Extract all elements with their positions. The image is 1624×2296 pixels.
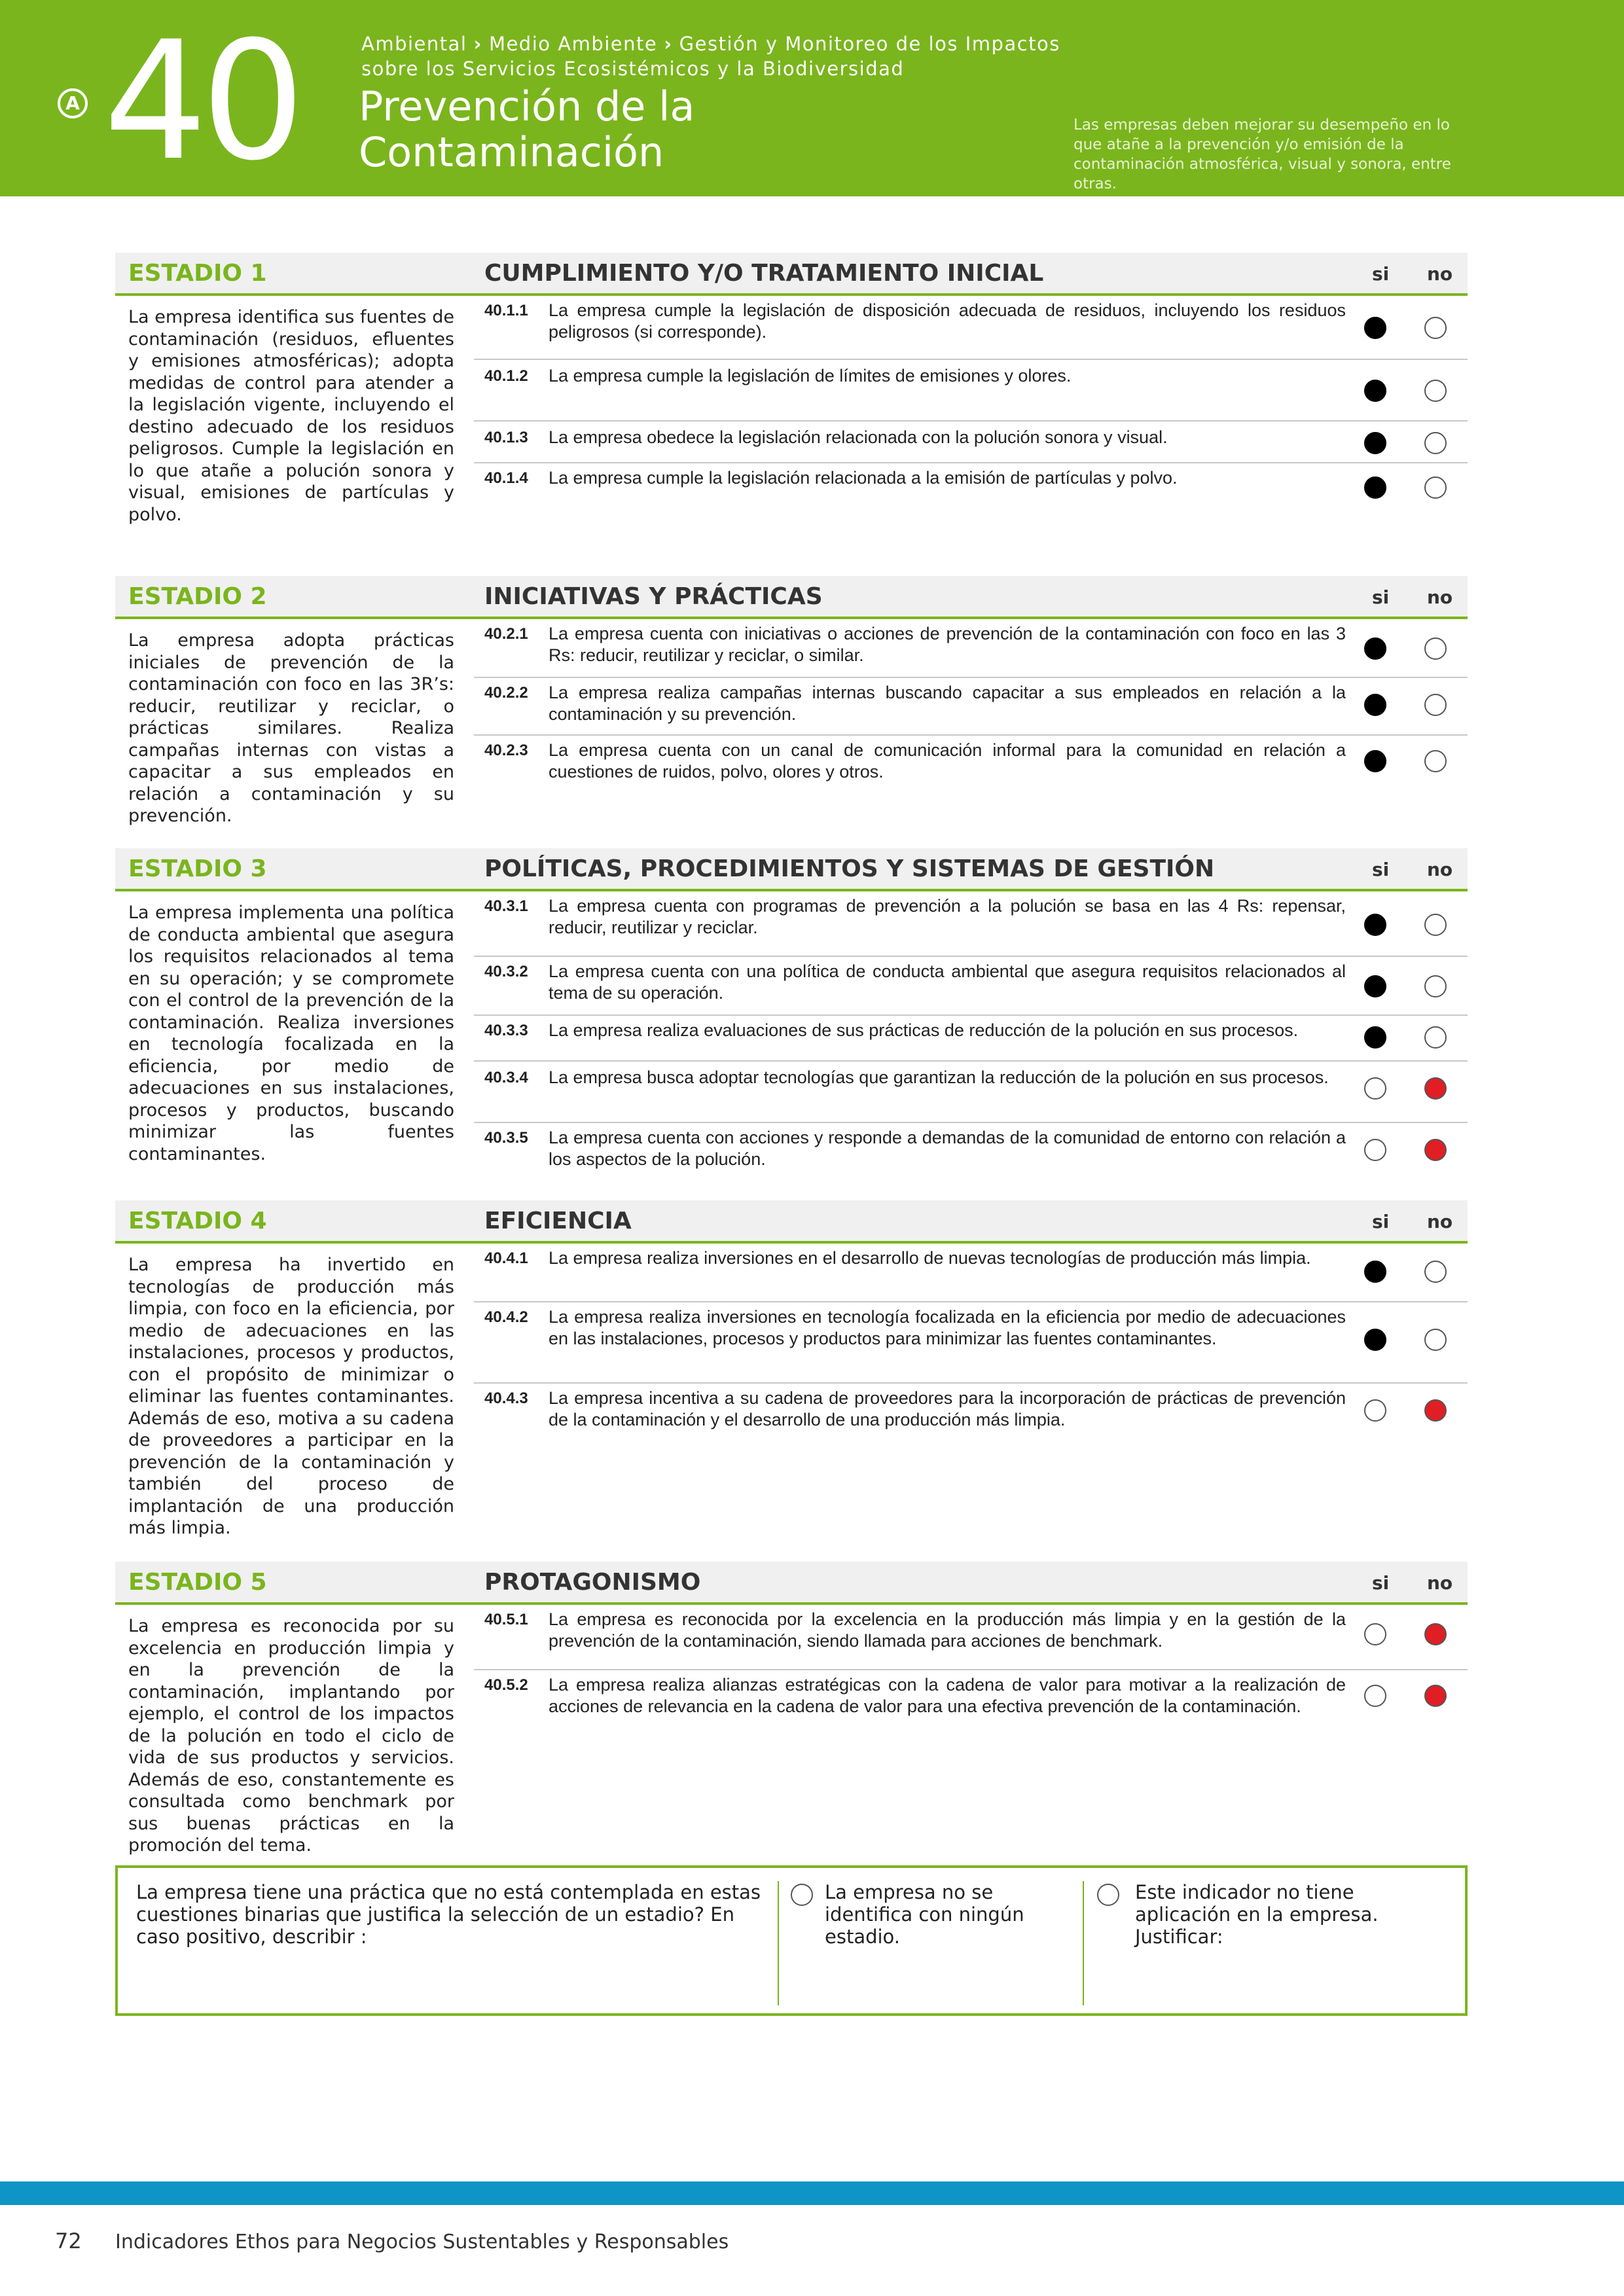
- page-title: [359, 84, 695, 175]
- answer-si-radio[interactable]: [1364, 694, 1386, 716]
- question-item: [474, 894, 1468, 956]
- stage-label: ESTADIO 5: [128, 1569, 267, 1596]
- question-code: 40.2.1: [484, 625, 528, 643]
- answer-no-radio[interactable]: [1424, 432, 1447, 454]
- divider: [1083, 1881, 1084, 2005]
- question-item: [474, 420, 1468, 463]
- question-code: 40.1.4: [484, 469, 528, 487]
- stage-label: ESTADIO 3: [128, 855, 267, 882]
- publication-title: Indicadores Ethos para Negocios Sustentables y Responsables: [115, 2231, 729, 2253]
- question-code: 40.1.2: [484, 367, 528, 385]
- page-title-line: Contaminación: [359, 128, 664, 176]
- answer-no-radio[interactable]: [1424, 1077, 1447, 1100]
- question-item: [474, 1060, 1468, 1123]
- question-code: 40.1.1: [484, 302, 528, 319]
- answer-si-radio[interactable]: [1364, 1399, 1386, 1422]
- question-code: 40.2.3: [484, 742, 528, 759]
- stage-title: PROTAGONISMO: [484, 1569, 701, 1596]
- answer-si-radio[interactable]: [1364, 914, 1386, 936]
- question-item: [474, 1669, 1468, 1732]
- chevron-right-icon: ›: [473, 33, 482, 55]
- answer-si-radio[interactable]: [1364, 1685, 1386, 1707]
- answer-si-radio[interactable]: [1364, 750, 1386, 772]
- question-code: 40.3.3: [484, 1022, 528, 1039]
- question-code: 40.4.1: [484, 1249, 528, 1267]
- page-title-line: Prevención de la: [359, 82, 695, 130]
- question-text: La empresa es reconocida por la excelencia en la producción más limpia y en la gestión de la prevención de la contaminación, siendo llamada para acciones de benchmark.: [549, 1609, 1346, 1651]
- not-applicable-label: Este indicador no tiene aplicación en la empresa. Justificar:: [1135, 1881, 1379, 1948]
- question-text: La empresa incentiva a su cadena de proveedores para la incorporación de prácticas de prevención de la contaminación y el desarrollo de una producción más limpia.: [549, 1388, 1346, 1429]
- answer-no-radio[interactable]: [1424, 1399, 1447, 1422]
- stage-4: [115, 1200, 1468, 1541]
- answer-no-radio[interactable]: [1424, 694, 1447, 716]
- not-applicable-radio[interactable]: [1097, 1884, 1119, 1906]
- stage-description: La empresa identifica sus fuentes de contaminación (residuos, efluentes y emisiones atmosféricas); adopta medidas de control para atender a la legislación vigente, incluyendo el destino adecuado de los residuos peligrosos. Cumple la legislación en lo que atañe a polución sonora y visual, emisiones de partículas y polvo.: [128, 307, 454, 525]
- question-code: 40.5.1: [484, 1611, 528, 1628]
- stage-description: La empresa implementa una política de conducta ambiental que asegura los requisitos relacionados al tema en su operación; y se compromete con el control de la prevención de la contaminación. Realiza inversiones en tecnología focalizada en la eficiencia, por medio de adecuaciones en sus instalaciones, procesos y productos, buscando minimizar las fuentes contaminantes.: [128, 903, 454, 1164]
- divider: [778, 1881, 779, 2005]
- question-code: 40.4.2: [484, 1308, 528, 1326]
- stage-title: POLÍTICAS, PROCEDIMIENTOS Y SISTEMAS DE GESTIÓN: [484, 855, 1215, 882]
- question-text: La empresa realiza campañas internas buscando capacitar a sus empleados en relación a la contaminación y su prevención.: [549, 683, 1346, 724]
- answer-no-radio[interactable]: [1424, 476, 1447, 499]
- answer-si-radio[interactable]: [1364, 1623, 1386, 1645]
- stage-header: [115, 848, 1468, 891]
- page-header: [0, 0, 1624, 196]
- question-item: [474, 462, 1468, 509]
- stage-label: ESTADIO 2: [128, 583, 267, 610]
- question-item: [474, 1246, 1468, 1301]
- question-text: La empresa cumple la legislación de disposición adecuada de residuos, incluyendo los residuos peligrosos (si corresponde).: [549, 300, 1346, 342]
- question-text: La empresa cuenta con iniciativas o acciones de prevención de la contaminación con foco en las 3 Rs: reducir, reutilizar y reciclar, o similar.: [549, 624, 1346, 665]
- question-code: 40.3.4: [484, 1069, 528, 1086]
- column-si-label: si: [1372, 586, 1390, 608]
- question-code: 40.3.2: [484, 963, 528, 980]
- question-item: [474, 1014, 1468, 1062]
- question-text: La empresa realiza alianzas estratégicas con la cadena de valor para motivar a la realización de acciones de relevancia en la cadena de valor para una efectiva prevención de la contaminación.: [549, 1675, 1346, 1716]
- answer-no-radio[interactable]: [1424, 1329, 1447, 1351]
- question-item: [474, 677, 1468, 736]
- no-stage-label: La empresa no se identifica con ningún estadio.: [825, 1881, 1024, 1948]
- column-no-label: no: [1427, 586, 1453, 608]
- column-si-label: si: [1372, 263, 1390, 285]
- question-item: [474, 956, 1468, 1016]
- answer-no-radio[interactable]: [1424, 750, 1447, 772]
- answer-si-radio[interactable]: [1364, 1139, 1386, 1161]
- question-text: La empresa cuenta con un canal de comunicación informal para la comunidad en relación a cuestiones de ruidos, polvo, olores y otros.: [549, 740, 1346, 781]
- column-no-label: no: [1427, 1211, 1453, 1232]
- question-item: [474, 1301, 1468, 1384]
- answer-si-radio[interactable]: [1364, 1077, 1386, 1100]
- stage-description: La empresa ha invertido en tecnologías de producción más limpia, con foco en la eficiencia, por medio de adecuaciones en las instalaciones, procesos y productos, con el propósito de minimizar o eliminar las fuentes contaminantes. Además de eso, motiva a su cadena de proveedores a participar en la prevención de la contaminación y también del proceso de implantación de una producción más limpia.: [128, 1255, 454, 1538]
- question-code: 40.5.2: [484, 1676, 528, 1694]
- answer-no-radio[interactable]: [1424, 1685, 1447, 1707]
- environmental-category-badge: A: [58, 88, 88, 118]
- answer-no-radio[interactable]: [1424, 1623, 1447, 1645]
- question-text: La empresa cuenta con una política de conducta ambiental que asegura requisitos relacionados al tema de su operación.: [549, 961, 1346, 1003]
- breadcrumb-item: sobre los Servicios Ecosistémicos y la Biodiversidad: [361, 58, 905, 80]
- question-item: [474, 1122, 1468, 1185]
- question-text: La empresa realiza inversiones en el desarrollo de nuevas tecnologías de producción más limpia.: [549, 1248, 1311, 1268]
- stage-3: [115, 848, 1468, 1189]
- stage-title: INICIATIVAS Y PRÁCTICAS: [484, 583, 823, 610]
- question-text: La empresa busca adoptar tecnologías que garantizan la reducción de la polución en sus procesos.: [549, 1067, 1329, 1087]
- chevron-right-icon: ›: [664, 33, 673, 55]
- answer-no-radio[interactable]: [1424, 1261, 1447, 1283]
- column-no-label: no: [1427, 859, 1453, 880]
- answer-si-radio[interactable]: [1364, 1261, 1386, 1283]
- answer-no-radio[interactable]: [1424, 1139, 1447, 1161]
- stage-title: CUMPLIMIENTO Y/O TRATAMIENTO INICIAL: [484, 260, 1044, 287]
- column-no-label: no: [1427, 1572, 1453, 1594]
- breadcrumb: [361, 31, 1060, 81]
- question-text: La empresa cuenta con acciones y responde a demandas de la comunidad de entorno con relación a los aspectos de la polución.: [549, 1128, 1346, 1169]
- question-code: 40.2.2: [484, 684, 528, 702]
- question-text: La empresa cumple la legislación de límites de emisiones y olores.: [549, 366, 1072, 386]
- answer-si-radio[interactable]: [1364, 975, 1386, 997]
- question-text: La empresa realiza inversiones en tecnología focalizada en la eficiencia por medio de adecuaciones en las instalaciones, procesos y productos para minimizar las fuentes contaminantes.: [549, 1307, 1346, 1348]
- answer-si-radio[interactable]: [1364, 476, 1386, 499]
- column-si-label: si: [1372, 859, 1390, 880]
- additional-info-box: [115, 1865, 1468, 2016]
- stage-label: ESTADIO 4: [128, 1208, 267, 1234]
- answer-si-radio[interactable]: [1364, 432, 1386, 454]
- question-item: [474, 1382, 1468, 1445]
- answer-si-radio[interactable]: [1364, 317, 1386, 339]
- answer-si-radio[interactable]: [1364, 1329, 1386, 1351]
- breadcrumb-item: Medio Ambiente: [488, 33, 658, 55]
- question-code: 40.3.1: [484, 897, 528, 915]
- question-item: [474, 734, 1468, 795]
- stage-5: [115, 1562, 1468, 1856]
- indicator-number: 40: [103, 6, 299, 196]
- breadcrumb-item: Ambiental: [361, 33, 467, 55]
- question-text: La empresa cumple la legislación relacionada a la emisión de partículas y polvo.: [549, 468, 1178, 488]
- answer-no-radio[interactable]: [1424, 637, 1447, 660]
- stage-header: [115, 1562, 1468, 1605]
- column-si-label: si: [1372, 1572, 1390, 1594]
- stage-2: [115, 576, 1468, 831]
- answer-no-radio[interactable]: [1424, 975, 1447, 997]
- question-code: 40.3.5: [484, 1129, 528, 1147]
- stage-label: ESTADIO 1: [128, 260, 267, 287]
- question-text: La empresa cuenta con programas de prevención a la polución se basa en las 4 Rs: repensar, reducir, reutilizar y reciclar.: [549, 896, 1346, 937]
- footer-bar: [0, 2181, 1624, 2205]
- stage-1: [115, 253, 1468, 560]
- no-stage-radio[interactable]: [791, 1884, 813, 1906]
- stage-header: [115, 576, 1468, 619]
- answer-si-radio[interactable]: [1364, 380, 1386, 402]
- stage-header: [115, 253, 1468, 296]
- indicator-description: Las empresas deben mejorar su desempeño en lo que atañe a la prevención y/o emisión de la contaminación atmosférica, visual y sonora, entre otras.: [1074, 117, 1451, 192]
- question-item: [474, 298, 1468, 359]
- question-item: [474, 359, 1468, 422]
- answer-no-radio[interactable]: [1424, 317, 1447, 339]
- answer-no-radio[interactable]: [1424, 1026, 1447, 1049]
- question-item: [474, 1607, 1468, 1669]
- stage-title: EFICIENCIA: [484, 1208, 632, 1234]
- breadcrumb-item: Gestión y Monitoreo de los Impactos: [679, 33, 1060, 55]
- stage-header: [115, 1200, 1468, 1244]
- answer-no-radio[interactable]: [1424, 914, 1447, 936]
- column-si-label: si: [1372, 1211, 1390, 1232]
- answer-no-radio[interactable]: [1424, 380, 1447, 402]
- practice-question: La empresa tiene una práctica que no está contemplada en estas cuestiones binarias que justifica la selección de un estadio? En caso positivo, describir :: [136, 1881, 761, 1948]
- question-text: La empresa realiza evaluaciones de sus prácticas de reducción de la polución en sus procesos.: [549, 1020, 1299, 1040]
- stage-description: La empresa es reconocida por su excelencia en producción limpia y en la prevención de la contaminación, implantando por ejemplo, el control de los impactos de la polución en todo el ciclo de vida de sus productos y servicios. Además de eso, constantemente es consultada como benchmark por sus buenas prácticas en la promoción del tema.: [128, 1616, 454, 1856]
- page-number: 72: [55, 2229, 82, 2253]
- question-code: 40.4.3: [484, 1390, 528, 1407]
- answer-si-radio[interactable]: [1364, 637, 1386, 660]
- stage-description: La empresa adopta prácticas iniciales de prevención de la contaminación con foco en las 3R’s: reducir, reutilizar y reciclar, o prácticas similares. Realiza campañas internas con vistas a capacitar a sus empleados en relación a contaminación y su prevención.: [128, 630, 454, 826]
- question-item: [474, 622, 1468, 677]
- column-no-label: no: [1427, 263, 1453, 285]
- question-text: La empresa obedece la legislación relacionada con la polución sonora y visual.: [549, 427, 1168, 447]
- question-code: 40.1.3: [484, 429, 528, 446]
- answer-si-radio[interactable]: [1364, 1026, 1386, 1049]
